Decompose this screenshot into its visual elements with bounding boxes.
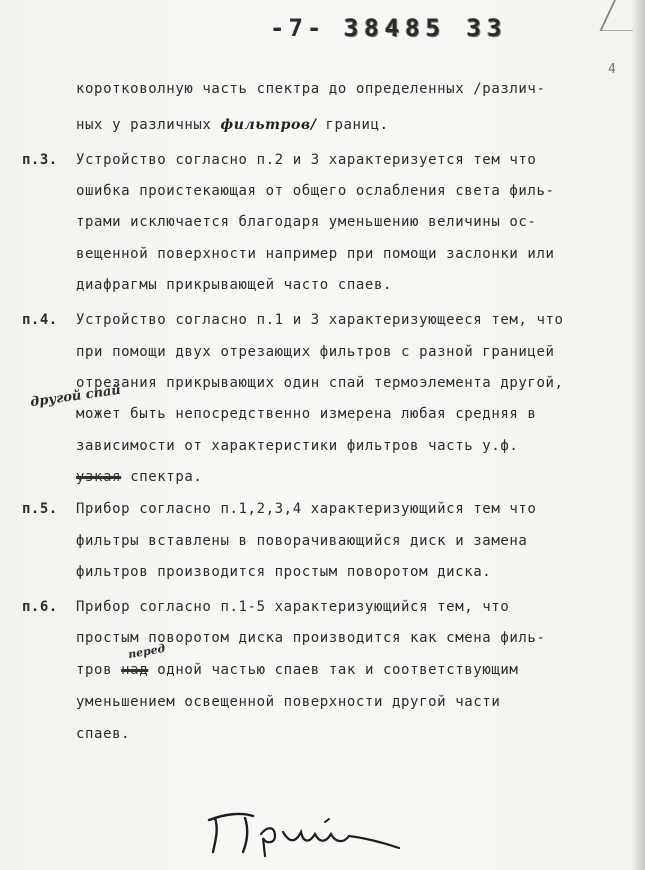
- text-fragment: одной частью спаев так и соответствующим: [157, 662, 519, 678]
- text-line: спаев.: [76, 726, 131, 742]
- handwritten-margin-note: другой спай: [29, 382, 122, 411]
- text-line: вещенной поверхности например при помощи заслонки или: [76, 246, 555, 262]
- text-line: [76, 661, 518, 679]
- text-line: фильтров производится простым поворотом диска.: [76, 564, 492, 580]
- text-line: может быть непосредственно измерена любая средняя в: [76, 406, 537, 422]
- text-line: ошибка проистекающая от общего ослабления света филь-: [76, 183, 555, 199]
- text-line: коротковолную часть спектра до определенных /различ-: [76, 81, 546, 97]
- text-line: зависимости от характеристики фильтров часть у.ф.: [76, 438, 519, 454]
- text-fragment: тров: [76, 662, 113, 678]
- page-number: -7-: [270, 14, 326, 42]
- page-header: [270, 14, 507, 42]
- text-line: диафрагмы прикрывающей часто спаев.: [76, 277, 393, 293]
- text-line: Прибор согласно п.1,2,3,4 характеризующийся тем что: [76, 501, 537, 517]
- text-line: трами исключается благодаря уменьшению величины ос-: [76, 214, 537, 230]
- handwritten-signature: [205, 800, 405, 860]
- claim-number: п.6.: [22, 599, 58, 615]
- text-line: [76, 116, 389, 134]
- text-line: простым поворотом диска производится как смена филь-: [76, 630, 546, 646]
- text-line: фильтры вставлены в поворачивающийся диск и замена: [76, 533, 528, 549]
- claim-number: п.4.: [22, 312, 58, 328]
- text-fragment: границ.: [325, 117, 389, 133]
- handwritten-insertion: перед: [127, 641, 167, 662]
- text-line: Устройство согласно п.2 и 3 характеризуется тем что: [76, 152, 537, 168]
- text-fragment: спектра.: [130, 469, 203, 485]
- handwritten-correction: фильтров/: [220, 117, 317, 133]
- margin-mark: 4: [608, 62, 616, 77]
- struck-word: над: [121, 662, 149, 678]
- text-line: отрезания прикрывающих один спай термоэлемента другой,: [76, 375, 564, 391]
- text-line: Прибор согласно п.1-5 характеризующийся тем, что: [76, 599, 510, 615]
- text-fragment: ных у различных: [76, 117, 212, 133]
- text-line: Устройство согласно п.1 и 3 характеризующееся тем, что: [76, 312, 564, 328]
- text-line: [76, 468, 202, 486]
- struck-word: узкая: [76, 469, 122, 485]
- claim-number: п.3.: [22, 152, 58, 168]
- text-line: при помощи двух отрезающих фильтров с разной границей: [76, 344, 555, 360]
- text-line: уменьшением освещенной поверхности другой части: [76, 694, 501, 710]
- page-edge-shadow: [631, 0, 645, 870]
- claim-number: п.5.: [22, 501, 58, 517]
- page-stamp: 38485 33: [343, 14, 508, 42]
